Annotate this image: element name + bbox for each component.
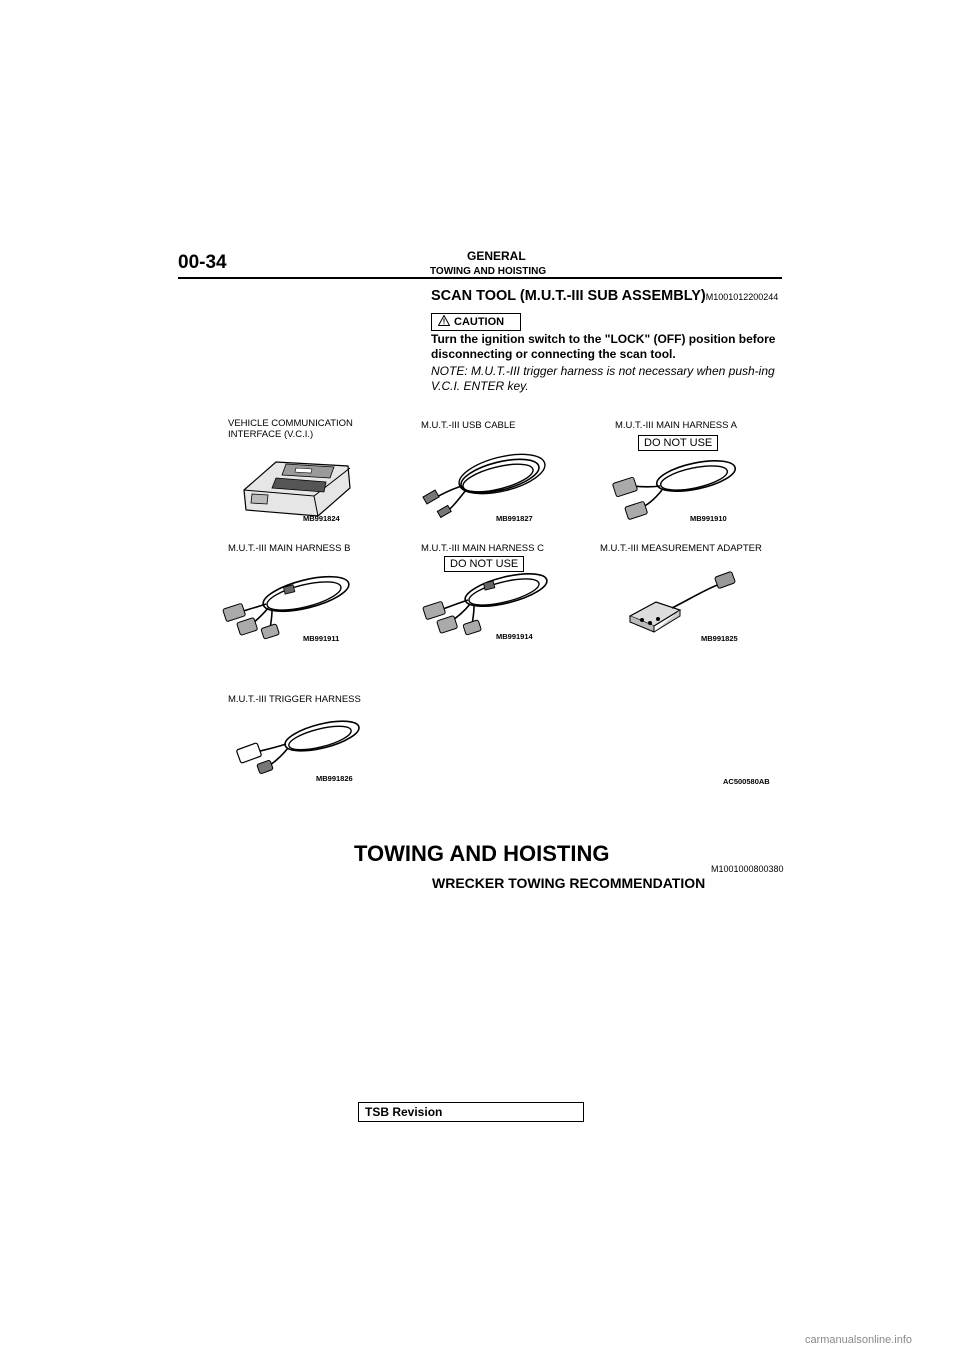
figure-code: AC500580AB	[723, 777, 770, 786]
page-number: 00-34	[178, 252, 227, 273]
header-rule	[178, 277, 782, 279]
harness-c-label: M.U.T.-III MAIN HARNESS C	[421, 543, 544, 554]
scan-tool-title: SCAN TOOL (M.U.T.-III SUB ASSEMBLY)	[431, 288, 706, 304]
measurement-adapter-label: M.U.T.-III MEASUREMENT ADAPTER	[600, 543, 762, 554]
section-title: GENERAL	[467, 249, 526, 263]
harness-c-illustration	[420, 568, 552, 642]
measurement-adapter-illustration	[628, 572, 744, 638]
harness-c-part-number: MB991914	[496, 632, 533, 641]
caution-box	[431, 313, 521, 331]
scan-tool-code: M1001012200244	[705, 292, 779, 302]
vci-label	[228, 418, 353, 440]
towing-code: M1001000800380	[711, 864, 784, 874]
harness-a-illustration	[610, 450, 742, 522]
harness-b-label: M.U.T.-III MAIN HARNESS B	[228, 543, 351, 554]
harness-a-part-number: MB991910	[690, 514, 727, 523]
harness-a-do-not-use: DO NOT USE	[638, 435, 718, 451]
harness-a-label: M.U.T.-III MAIN HARNESS A	[615, 420, 737, 431]
vci-label-line2: INTERFACE (V.C.I.)	[228, 429, 314, 440]
trigger-harness-label: M.U.T.-III TRIGGER HARNESS	[228, 694, 361, 705]
trigger-harness-illustration	[234, 712, 366, 780]
towing-title: TOWING AND HOISTING	[354, 841, 610, 866]
harness-b-part-number: MB991911	[303, 634, 340, 643]
watermark-link[interactable]: carmanualsonline.info	[804, 1334, 912, 1346]
note-text: NOTE: M.U.T.-III trigger harness is not necessary when push-ing V.C.I. ENTER key.	[431, 364, 775, 393]
tsb-revision-label: TSB Revision	[365, 1105, 443, 1119]
subsection-title: TOWING AND HOISTING	[430, 266, 547, 277]
vci-device-illustration	[238, 448, 358, 520]
warning-triangle-icon	[438, 315, 450, 329]
trigger-harness-part-number: MB991826	[316, 774, 353, 783]
harness-b-illustration	[222, 568, 356, 642]
scan-tool-heading	[431, 288, 778, 304]
caution-text: Turn the ignition switch to the "LOCK" (OFF) position before disconnecting or connecting the scan tool.	[431, 332, 776, 361]
usb-cable-illustration	[418, 446, 548, 518]
wrecker-subtitle: WRECKER TOWING RECOMMENDATION	[432, 875, 706, 891]
usb-cable-part-number: MB991827	[496, 514, 533, 523]
measurement-adapter-part-number: MB991825	[701, 634, 738, 643]
usb-cable-label: M.U.T.-III USB CABLE	[421, 420, 516, 431]
vci-label-line1: VEHICLE COMMUNICATION	[228, 418, 353, 429]
vci-part-number: MB991824	[303, 514, 340, 523]
caution-label: CAUTION	[454, 316, 505, 328]
tsb-revision-box	[358, 1102, 584, 1122]
harness-c-do-not-use: DO NOT USE	[444, 556, 524, 572]
